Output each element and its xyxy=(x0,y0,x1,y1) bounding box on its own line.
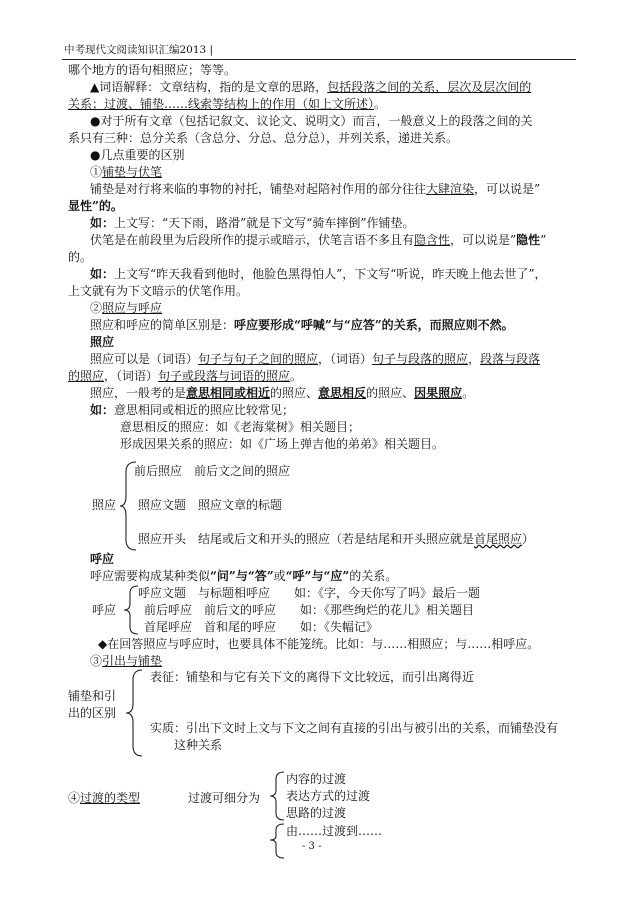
diagram-lead: 过渡可细分为 xyxy=(188,791,261,805)
diagram-label-pudian: 出的区别 xyxy=(68,706,117,720)
text-line: 如：上文写“昨天我看到他时，他脸色黑得怕人”，下文写“听说，昨天晚上他去世了”， xyxy=(90,267,547,281)
text-line: 的。 xyxy=(68,250,93,264)
term-heading: 照应 xyxy=(90,335,115,349)
text-line: 照应和呼应的简单区别是：呼应要形成“呼喊”与“应答”的关系，而照应则不然。 xyxy=(90,318,514,332)
text-line: 铺垫是对行将来临的事物的衬托，铺垫对起陪衬作用的部分往往大肆渲染，可以说是” xyxy=(90,182,541,196)
diagram-label-pudian: 铺垫和引 xyxy=(68,689,117,703)
diagram-row: 由……过渡到…… xyxy=(286,824,383,838)
diagram-row: 表征：铺垫和与它有关下文的离得下文比较远，而引出离得近 xyxy=(150,670,475,684)
running-header: 中考现代文阅读知识汇编2013 | xyxy=(64,44,214,56)
brace-icon xyxy=(268,770,286,822)
subsection-heading: ①铺垫与伏笔 xyxy=(90,165,163,179)
diagram-row: 这种关系 xyxy=(174,738,223,752)
diagram-row: 照应文题 照应文章的标题 xyxy=(138,498,283,512)
brace-icon xyxy=(124,668,144,758)
text-line: 伏笔是在前段里为后段所作的提示或暗示，伏笔言语不多且有隐含性，可以说是”隐性” xyxy=(90,233,547,247)
diagram-row: 前后照应 前后文之间的照应 xyxy=(134,464,291,478)
text-line: 上文就有为下文暗示的伏笔作用。 xyxy=(68,284,249,298)
text-line: 照应，一般考的是意思相同或相近的照应、意思相反的照应、因果照应。 xyxy=(90,386,475,400)
text-line: 显性”的。 xyxy=(68,199,123,213)
diagram-row: 思路的过渡 xyxy=(286,806,347,820)
diagram-label-huying: 呼应 xyxy=(92,603,117,617)
subsection-heading: ②照应与呼应 xyxy=(90,301,163,315)
text-line: 的照应，（词语）句子或段落与词语的照应。 xyxy=(68,369,303,383)
term-heading: 呼应 xyxy=(90,552,115,566)
text-line: 呼应需要构成某种类似“问”与“答”或“呼”与“应”的关系。 xyxy=(90,569,398,583)
diagram-row: 实质：引出下文时上文与下文之间有直接的引出与被引出的关系，而铺垫没有 xyxy=(150,721,559,735)
text-line: ◆在回答照应与呼应时，也要具体不能笼统。比如：与……相照应；与……相呼应。 xyxy=(98,637,540,651)
text-line: 如：上文写：“天下雨，路滑”就是下文写“骑车摔倒”作铺垫。 xyxy=(90,216,415,230)
text-line: 如：意思相同或相近的照应比较常见； xyxy=(90,403,295,417)
diagram-row: 呼应文题 与标题相呼应 如：《字，今天你写了吗》最后一题 xyxy=(138,586,481,600)
text-line: 哪个地方的语句相照应；等等。 xyxy=(68,63,237,77)
diagram-row: 内容的过渡 xyxy=(286,772,347,786)
diagram-row: 照应开头 结尾或后文和开头的照应（若是结尾和开头照应就是首尾照应） xyxy=(138,532,535,546)
text-line: 形成因果关系的照应：如《广场上弹吉他的弟弟》相关题目。 xyxy=(120,437,445,451)
diagram-label-zhaoying: 照应 xyxy=(92,498,117,512)
diagram-row: 首尾呼应 首和尾的呼应 如：《失幅记》 xyxy=(144,620,379,634)
text-line: 照应可以是（词语）句子与句子之间的照应，（词语）句子与段落的照应，段落与段落 xyxy=(90,352,541,366)
section-heading: ●几点重要的区别 xyxy=(90,148,185,162)
text-line: 系只有三种：总分关系（含总分、分总、总分总），并列关系，递进关系。 xyxy=(68,131,459,145)
text-line: 意思相反的照应：如《老海棠树》相关题目； xyxy=(120,420,361,434)
text-line: 关系；过渡、铺垫……线索等结构上的作用（如上文所述）。 xyxy=(68,97,387,111)
page-number: - 3 - xyxy=(302,841,322,852)
diagram-row: 表达方式的过渡 xyxy=(286,789,371,803)
subsection-heading: ③引出与铺垫 xyxy=(90,654,163,668)
header-rule xyxy=(62,59,576,60)
subsection-heading: ④过渡的类型 xyxy=(68,791,141,805)
text-line: ●对于所有文章（包括记叙文、议论文、说明文）而言，一般意义上的段落之间的关 xyxy=(90,114,533,128)
text-line: ▲词语解释：文章结构，指的是文章的思路，包括段落之间的关系，层次及层次间的 xyxy=(90,80,532,94)
brace-icon xyxy=(268,822,286,862)
diagram-row: 前后呼应 前后文的呼应 如：《那些绚烂的花儿》相关题目 xyxy=(144,603,475,617)
